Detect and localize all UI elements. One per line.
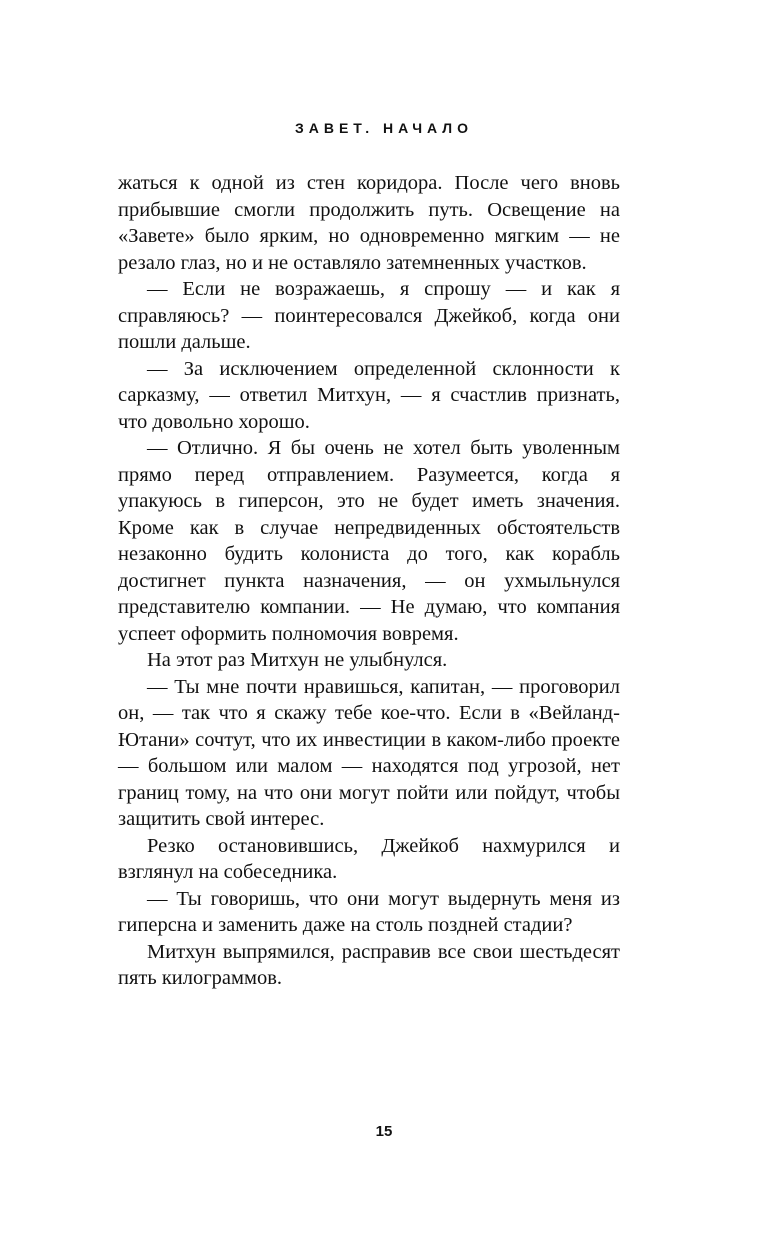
paragraph: На этот раз Митхун не улыбнулся. xyxy=(147,649,448,671)
paragraph: — Отлично. Я бы очень не хотел быть уволенным прямо перед отправлением. Разумеется, когда я упакуюсь в гиперсон, это не будет иметь значения. Кроме как в случае непредвиденных обстоятельств незаконно будить колониста до того, как корабль достигнет пункта назначения, — он ухмыльнулся представителю компании. — Не думаю, что компания успеет оформить полномочия вовремя. xyxy=(118,437,620,645)
paragraph: жаться к одной из стен коридора. После чего вновь прибывшие смогли продолжить путь. Освещение на «Завете» было ярким, но одновременно мягким — не резало глаз, но и не оставляло затемненных участков. xyxy=(118,172,620,274)
paragraph: Митхун выпрямился, расправив все свои шестьдесят пять килограммов. xyxy=(118,940,620,989)
paragraph: — Ты мне почти нравишься, капитан, — проговорил он, — так что я скажу тебе кое-что. Если в «Вейланд-Ютани» сочтут, что их инвестиции в каком-либо проекте — большом или малом — находятся под угрозой, нет границ тому, на что они могут пойти или пойдут, чтобы защитить свой интерес. xyxy=(118,675,620,830)
paragraph: — За исключением определенной склонности к сарказму, — ответил Митхун, — я счастлив признать, что довольно хорошо. xyxy=(118,357,620,433)
paragraph: — Если не возражаешь, я спрошу — и как я справляюсь? — поинтересовался Джейкоб, когда они пошли дальше. xyxy=(118,278,620,353)
page-number: 15 xyxy=(375,1123,393,1140)
body-text xyxy=(118,170,620,992)
paragraph: — Ты говоришь, что они могут выдернуть меня из гиперсна и заменить даже на столь поздней стадии? xyxy=(118,887,620,936)
running-title: ЗАВЕТ. НАЧАЛО xyxy=(294,120,474,136)
paragraph: Резко остановившись, Джейкоб нахмурился и взглянул на собеседника. xyxy=(118,834,620,883)
